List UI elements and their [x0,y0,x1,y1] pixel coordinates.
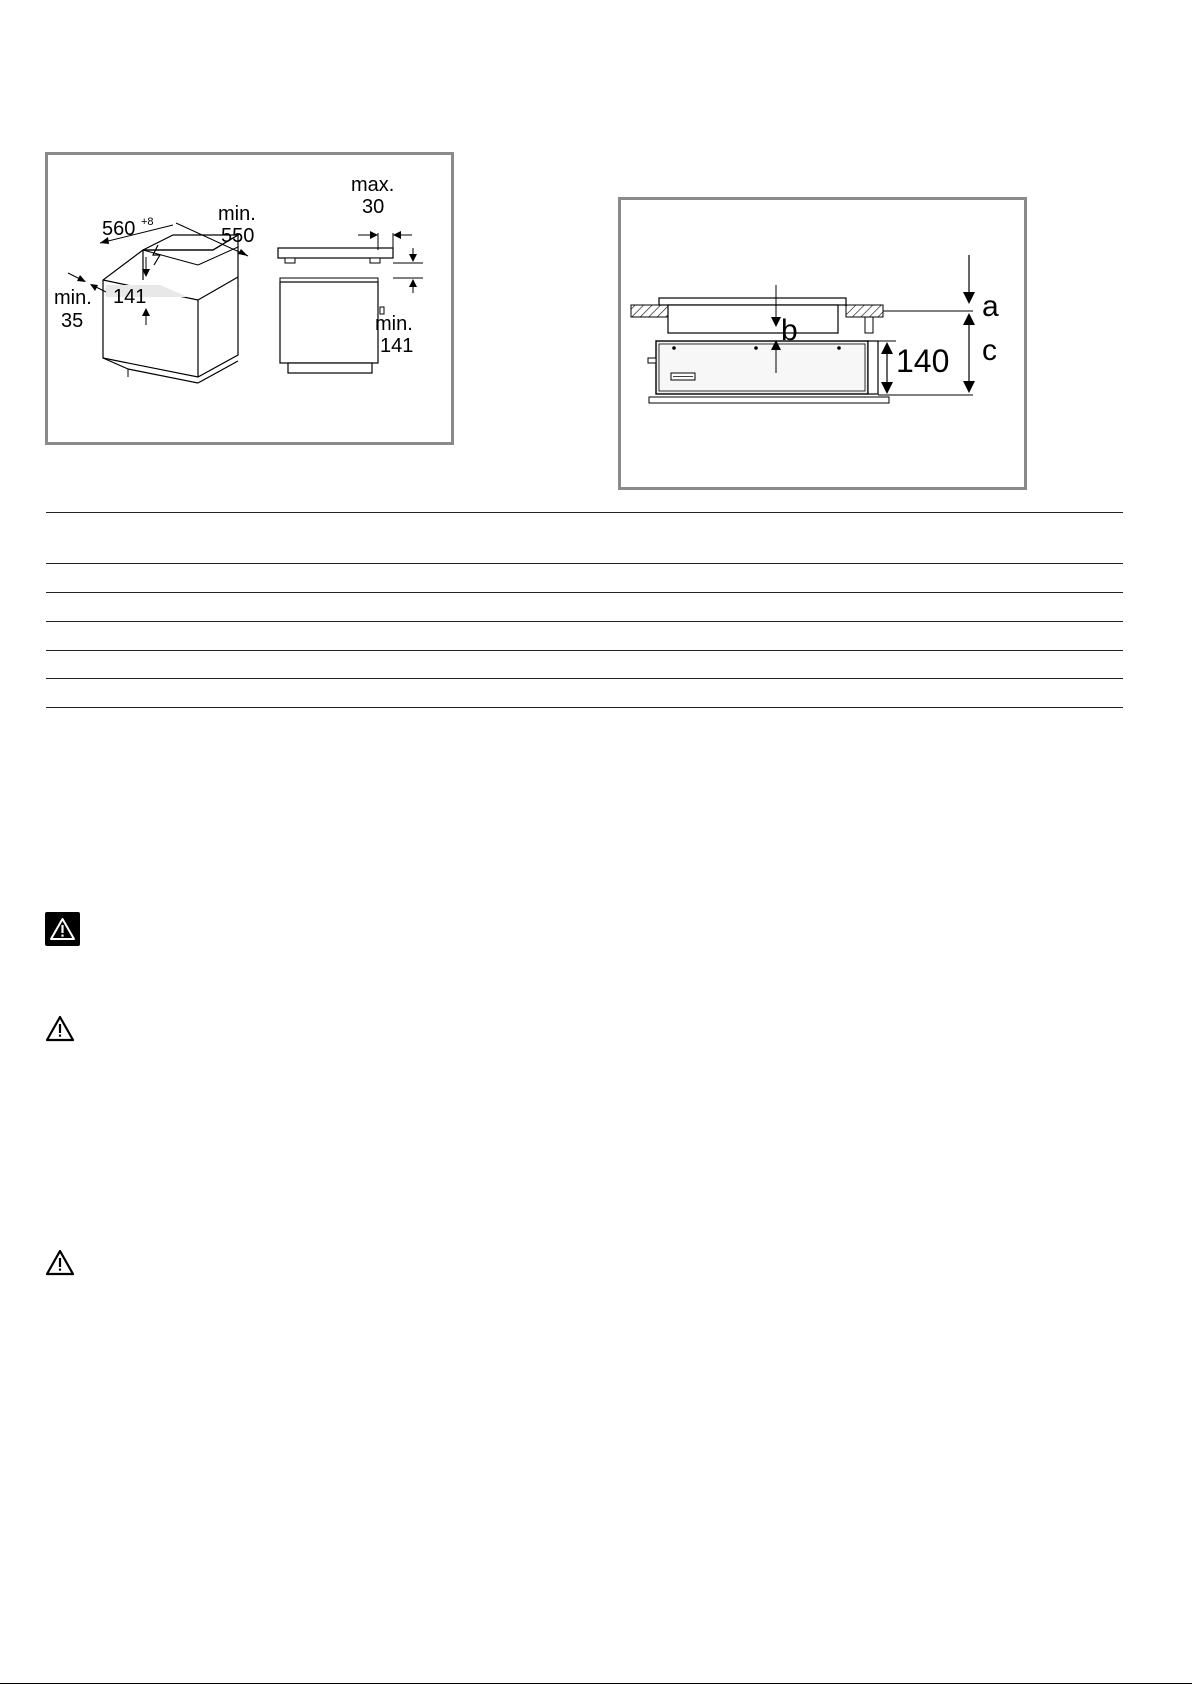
warning-filled-icon [45,912,80,946]
table-row-rule [46,621,1123,622]
table-row-rule [46,678,1123,679]
warning-outline-icon [45,1249,75,1276]
dim-depth-label-top: min. [218,203,256,225]
dim-depth-label-bottom: 550 [221,225,255,247]
table-row-rule [46,650,1123,651]
dim-width-tolerance-label: +8 [141,216,154,228]
dim-width-label: 560 [102,218,136,240]
table-header-top-rule [46,512,1123,513]
clearance-drawing [621,200,1030,493]
figure-cooktop-clearance [618,197,1027,490]
dim-max-label-bottom: 30 [362,196,385,218]
label-b: b [781,314,798,347]
dim-max-label-top: max. [351,174,395,196]
dim-height-label: 140 [896,343,950,379]
figure-cabinet-dimensions [45,152,454,445]
table-row-rule [46,563,1123,564]
dim-side-label-bottom: 35 [61,310,84,332]
dim-right-label-top: min. [375,313,413,335]
table-row-rule [46,592,1123,593]
dim-side-label-top: min. [54,287,92,309]
warning-outline-icon [45,1015,75,1042]
table-row-rule [46,707,1123,708]
dim-gap-label: 141 [113,286,147,308]
footer-rule [0,1683,1192,1684]
label-a: a [982,290,999,323]
dim-right-label-bottom: 141 [380,335,414,357]
cabinet-drawing [48,155,457,448]
label-c: c [982,334,997,367]
